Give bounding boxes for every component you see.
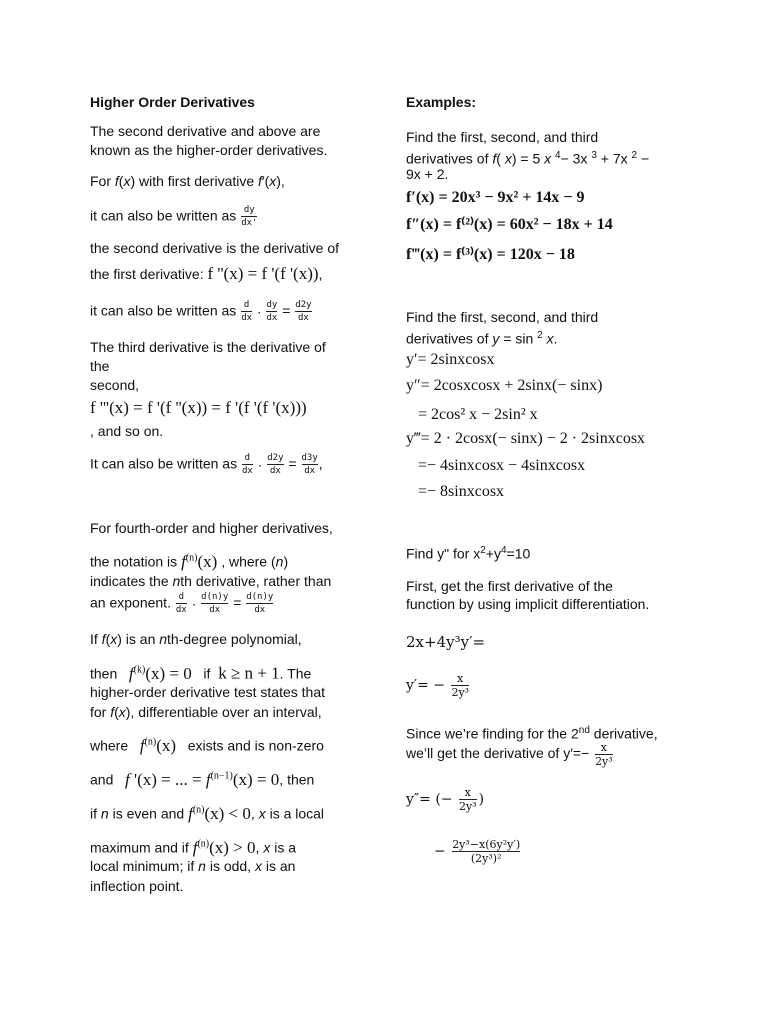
ex2-second-simplified: = 2cos² x − 2sin² x [418,406,538,423]
notation-line: the notation is $f^{(n)}(x)$ , where (n) [90,551,289,571]
third-deriv-1: The third derivative is the derivative of [90,339,326,355]
ex3-line3: function by using implicit differentiation. [406,596,650,612]
ex3-line2: First, get the first derivative of the [406,578,613,594]
second-deriv-text: the second derivative is the derivative of [90,240,340,256]
ex2-second: y″= 2cosxcosx + 2sinx(− sinx) [406,377,603,394]
intro-text: The second derivative and above are known as the higher-order derivatives. [90,123,328,158]
also-written-1: it can also be written as $\frac{dy}{dx'}$ [90,205,258,228]
ex1-line3: 9x + 2. [406,166,449,182]
ex1-line1: Find the first, second, and third [406,129,599,145]
inflection-line: inflection point. [90,878,184,894]
fourth-order-text: For fourth-order and higher derivatives, [90,520,333,536]
first-deriv-line: the first derivative: f ''(x) = f '(f '(x)), [90,264,323,283]
local-min-line: local minimum; if n is odd, x is an [90,858,296,874]
examples-title: Examples: [406,94,477,110]
ex2-third-step: =− 4sinxcosx − 4sinxcosx [418,457,586,474]
second-derivative-formula: f ''(x) = f '(f '(x)) [207,264,319,283]
since-line1: Since we’re finding for the 2nd derivative, [406,725,658,742]
indicates-line: indicates the nth derivative, rather than [90,573,332,589]
third-deriv-3: second, [90,377,140,393]
nth-derivative-notation: $f^{(n)}(x)$ [181,551,218,571]
test-line-1: higher-order derivative test states that [90,684,326,700]
ex3-quotient: − $\frac{\text{2y³−x(6y²y′)}}{\text{(2y³)²}}$ [434,838,521,865]
if-poly-line: If f(x) is an nth-degree polynomial, [90,631,302,647]
ex2-first: y′= 2sinxcosx [406,351,495,368]
section-title: Higher Order Derivatives [90,94,255,110]
ex1-line2: derivatives of f( x) = 5 x $^4$− 3x $^3$ + 7x $^2$ − [406,150,650,167]
so-on: , and so on. [90,423,164,439]
fprime-zero-formula: f '(x) = ... = $f^{(n-1)}(x) = 0$ [125,769,280,789]
ex1-second-derivative: f″(x) = f⁽²⁾(x) = 60x² − 18x + 14 [406,216,613,233]
for-line: For f(x) with first derivative f′(x), [90,173,285,189]
ex2-third: y‴= 2 · 2cosx(− sinx) − 2 · 2sinxcosx [406,430,646,447]
test-line-2: for f(x), differentiable over an interval, [90,704,322,720]
then-line: then $f^{(k)}(x) = 0$ if k ≥ n + 1. The [90,663,312,683]
ex1-first-derivative: f′(x) = 20x³ − 9x² + 14x − 9 [406,189,585,206]
third-derivative-formula: f '''(x) = f '(f ''(x)) = f '(f '(f '(x))) [90,398,307,417]
ex3-implicit-eq: 2x+4y³y′= [406,633,486,651]
ex2-line1: Find the first, second, and third [406,309,599,325]
ex2-line2: derivatives of y = sin $^2$ x. [406,330,558,347]
where-line: where $f^{(n)}(x)$ exists and is non-zero [90,735,324,755]
ex3-y-prime: y′= − $\frac{x}{\text{2y³}}$ [406,672,470,699]
if-even-line: if n is even and $f^{(n)}(x) < 0$, x is a local [90,803,325,823]
fk-zero-formula: $f^{(k)}(x) = 0$ [128,663,192,683]
third-deriv-2: the [90,358,110,374]
ex2-third-result: =− 8sinxcosx [418,483,505,500]
since-line2: we’ll get the derivative of y′=− $\frac{x}{\text{2y³}}$ [406,741,613,768]
k-condition: k ≥ n + 1 [218,663,280,683]
dy-dx-fraction: $\frac{dy}{dx'}$ [241,205,258,228]
ex3-line1: Find y" for $x^2+y^4=10$ [406,545,531,562]
exponent-line: an exponent. $\frac{d}{dx}$ · $\frac{d(n)y}{dx}$ = $\frac{d(n)y}{dx}$ [90,592,274,615]
also-written-2: it can also be written as $\frac{d}{dx}$ · $\frac{dy}{dx}$ = $\frac{d2y}{dx}$ [90,300,312,323]
also-written-3: It can also be written as $\frac{d}{dx}$ · $\frac{d2y}{dx}$ = $\frac{d3y}{dx}$ , [90,453,323,476]
ex3-y-double-prime: y″= (− $\frac{x}{\text{2y³}}$ ) [406,786,485,813]
maximum-line: maximum and if $f^{(n)}(x) > 0$, x is a [90,837,296,857]
and-line: and f '(x) = ... = $f^{(n-1)}(x) = 0$, then [90,769,315,789]
ex1-third-derivative: f‴(x) = f⁽³⁾(x) = 120x − 18 [406,246,575,263]
